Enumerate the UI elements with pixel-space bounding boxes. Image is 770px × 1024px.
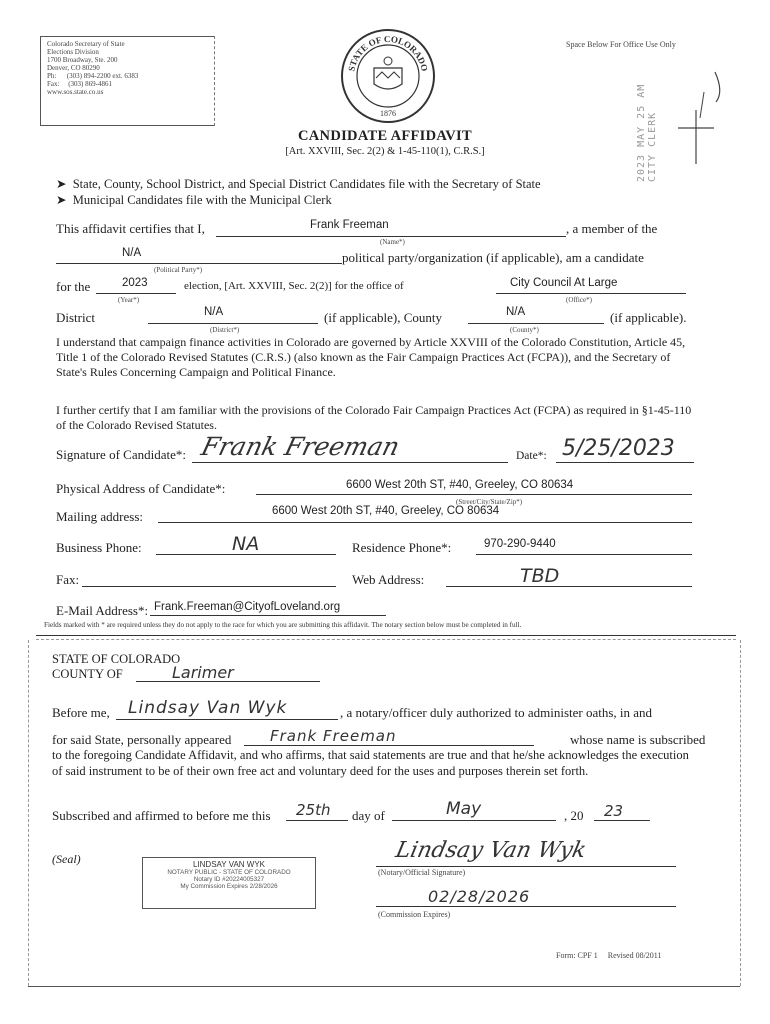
notary-sig-caption: (Notary/Official Signature) — [378, 868, 466, 877]
office-line: Denver, CO 80290 — [47, 64, 100, 72]
res-phone-label: Residence Phone*: — [352, 540, 452, 555]
appeared-name[interactable]: Frank Freeman — [270, 727, 397, 745]
expires-caption: (Commission Expires) — [378, 910, 451, 919]
office-field-line — [496, 293, 686, 294]
biz-phone-label: Business Phone: — [56, 540, 142, 555]
physical-address-field[interactable]: 6600 West 20th ST, #40, Greeley, CO 80634 — [346, 479, 574, 491]
expires-line — [376, 906, 676, 907]
notary-paragraph: to the foregoing Candidate Affidavit, and who affirms, that said statements are true and that he/she acknowledges the execution of said instrument to be of their own free act and voluntary deed for the uses and purposes therein set forth. — [52, 748, 689, 778]
office-address-box — [40, 36, 214, 126]
subscribed-mid: day of — [352, 808, 385, 823]
notary-before-post: , a notary/officer duly authorized to administer oaths, in and — [340, 705, 653, 720]
arrow-bullet-icon: ➤ — [56, 193, 67, 207]
county-field[interactable]: N/A — [506, 306, 526, 318]
month-line — [392, 820, 556, 821]
fax-label: Fax: — [56, 572, 80, 587]
date-field[interactable]: 5/25/2023 — [562, 436, 675, 461]
office-box-right-edge — [214, 36, 215, 126]
row4-mid: (if applicable), County — [324, 310, 443, 325]
web-label: Web Address: — [352, 572, 425, 587]
paragraph-certify: I further certify that I am familiar with the provisions of the Colorado Fair Campaign Practices Act (FCPA) as required in §1-45-110 of the Colorado Revised Statutes. — [56, 403, 692, 432]
notary-stamp — [142, 857, 316, 909]
bullet-item: ➤ Municipal Candidates file with the Municipal Clerk — [56, 193, 332, 207]
stamp-line: My Commission Expires 2/28/2026 — [180, 883, 278, 890]
office-use-label: Space Below For Office Use Only — [566, 40, 676, 49]
year-field[interactable]: 2023 — [122, 277, 148, 289]
date-label: Date*: — [516, 450, 547, 462]
business-phone-field[interactable]: NA — [232, 533, 260, 555]
stamp-line: Notary ID #20224005327 — [193, 876, 265, 883]
stamp-line: NOTARY PUBLIC - STATE OF COLORADO — [167, 869, 291, 876]
bottom-border — [28, 986, 740, 987]
office-ph: (303) 894-2200 ext. 6383 — [66, 72, 139, 80]
year-line — [594, 820, 650, 821]
residence-phone-field[interactable]: 970-290-9440 — [484, 538, 556, 550]
seal-text: STATE OF COLORADO — [346, 33, 430, 73]
name-field-line — [216, 236, 566, 237]
received-stamp — [636, 62, 658, 192]
stamp-line: LINDSAY VAN WYK — [192, 860, 266, 869]
office-line: Elections Division — [47, 48, 99, 56]
required-footnote: Fields marked with * are required unless they do not apply to the race for which you are submitting this affidavit. The notary section below must be completed in full. — [44, 621, 522, 629]
mailing-address-field[interactable]: 6600 West 20th ST, #40, Greeley, CO 80634 — [272, 505, 500, 517]
notary-for-pre: for said State, personally appeared — [52, 732, 232, 747]
arrow-bullet-icon: ➤ — [56, 177, 67, 191]
district-field-line — [148, 323, 318, 324]
right-margin-line — [740, 640, 741, 986]
notary-for-post: whose name is subscribed — [570, 732, 706, 747]
row4-pre: District — [56, 310, 95, 325]
year-caption: (Year*) — [118, 296, 140, 304]
notary-signature[interactable]: Lindsay Van Wyk — [393, 838, 589, 863]
notary-officer-name[interactable]: Lindsay Van Wyk — [128, 698, 288, 718]
notary-year-field[interactable]: 23 — [604, 802, 624, 820]
phys-line — [256, 494, 692, 495]
phys-label: Physical Address of Candidate*: — [56, 481, 226, 496]
office-fax-label: Fax: — [47, 80, 60, 88]
notary-county-label: COUNTY OF — [52, 667, 123, 681]
row4-post: (if applicable). — [610, 310, 687, 325]
office-line: Colorado Secretary of State — [47, 40, 125, 48]
commission-expires-field[interactable]: 02/28/2026 — [428, 887, 531, 906]
sig-label: Signature of Candidate*: — [56, 447, 186, 462]
bullet-item: ➤ State, County, School District, and Special District Candidates file with the Secretary of State — [56, 177, 541, 191]
row3-pre: for the — [56, 279, 91, 294]
email-line — [150, 615, 386, 616]
page-title: CANDIDATE AFFIDAVIT — [298, 128, 472, 144]
office-fax: (303) 869-4861 — [68, 80, 112, 88]
left-margin-line — [28, 640, 29, 986]
colorado-seal-icon — [340, 28, 436, 124]
notary-officer-line — [116, 719, 338, 720]
notary-sig-line — [376, 866, 676, 867]
year-field-line — [96, 293, 176, 294]
appeared-line — [244, 745, 534, 746]
stamp-text-b: CITY CLERK — [647, 111, 658, 182]
office-field[interactable]: City Council At Large — [510, 277, 618, 289]
seal-year: 1876 — [380, 109, 396, 118]
subscribed-pre: Subscribed and affirmed to before me this — [52, 808, 271, 823]
notary-state: STATE OF COLORADO — [52, 652, 181, 666]
row1-pre: This affidavit certifies that I, — [56, 221, 205, 236]
name-caption: (Name*) — [380, 238, 405, 246]
party-field[interactable]: N/A — [122, 247, 142, 259]
candidate-signature[interactable]: Frank Freeman — [198, 432, 403, 461]
row3-mid: election, [Art. XXVIII, Sec. 2(2)] for the office of — [184, 280, 404, 292]
citation: [Art. XXVIII, Sec. 2(2) & 1-45-110(1), C.R.S.] — [285, 146, 485, 157]
stamp-text-a: 2023 MAY 25 AM — [636, 83, 647, 182]
fax-line — [82, 586, 336, 587]
web-line — [446, 586, 692, 587]
section-divider-2 — [36, 639, 736, 640]
email-label: E-Mail Address*: — [56, 603, 149, 618]
section-divider — [36, 635, 736, 636]
subscribed-yr: , 20 — [564, 808, 584, 823]
district-caption: (District*) — [210, 326, 240, 334]
month-field[interactable]: May — [446, 799, 482, 819]
party-caption: (Political Party*) — [154, 266, 203, 274]
day-field[interactable]: 25th — [296, 801, 331, 819]
notary-before-pre: Before me, — [52, 705, 110, 720]
party-field-line — [56, 263, 342, 264]
office-ph-label: Ph: — [47, 72, 57, 80]
mail-line — [158, 522, 692, 523]
district-field[interactable]: N/A — [204, 306, 224, 318]
res-phone-line — [476, 554, 692, 555]
sig-line — [192, 462, 508, 463]
office-line: 1700 Broadway, Ste. 200 — [47, 56, 118, 64]
mail-label: Mailing address: — [56, 509, 144, 524]
form-footer: Form: CPF 1 Revised 08/2011 — [556, 951, 662, 960]
candidate-name-field[interactable]: Frank Freeman — [310, 219, 389, 231]
office-caption: (Office*) — [566, 296, 592, 304]
county-field-line — [468, 323, 604, 324]
row1-post: , a member of the — [566, 221, 658, 236]
paragraph-governance: I understand that campaign finance activities in Colorado are governed by Article XXVIII of the Colorado Constitution, Article 45, Title 1 of the Colorado Revised Statutes (C.R.S.) (also known as the Fair Campaign Practices Act (FCPA)), and the Secretary of State's Rules Concerning Campaign and Political Finance. — [56, 335, 686, 379]
day-line — [286, 820, 348, 821]
seal-label: (Seal) — [52, 852, 81, 866]
row2-post: political party/organization (if applicable), am a candidate — [342, 250, 644, 265]
county-caption: (County*) — [510, 326, 539, 334]
office-web: www.sos.state.co.us — [47, 88, 104, 96]
web-address-field[interactable]: TBD — [520, 565, 560, 587]
email-field[interactable]: Frank.Freeman@CityofLoveland.org — [154, 601, 341, 613]
phys-caption: (Street/City/State/Zip*) — [456, 498, 523, 506]
date-line — [556, 462, 694, 463]
notary-county-field[interactable]: Larimer — [172, 663, 234, 682]
